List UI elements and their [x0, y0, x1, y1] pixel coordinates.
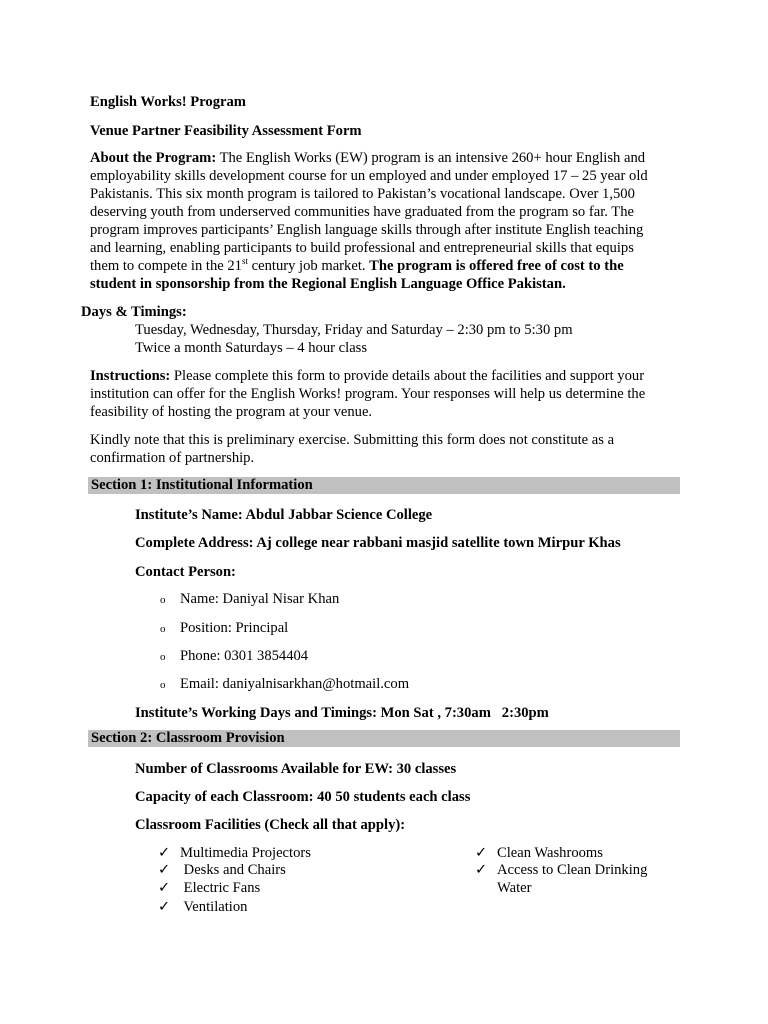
bullet-icon: o: [160, 623, 166, 635]
classrooms-field: Number of Classrooms Available for EW: 30 classes: [135, 761, 457, 777]
form-title: Venue Partner Feasibility Assessment Form: [90, 123, 362, 139]
contact-person-label: Contact Person:: [135, 564, 236, 580]
capacity-field: Capacity of each Classroom: 40 50 students each class: [135, 789, 471, 805]
facility-item: ✓ Clean Washrooms: [475, 845, 603, 861]
instructions-paragraph: Instructions: Please complete this form to provide details about the facilities and support your institution can offer for the English Works! program. Your responses will help us determine the feasibility of hosting the program at your venue.: [90, 368, 646, 420]
about-line-2: employability skills development course for un employed and under employed 17 – 25 year old: [90, 168, 648, 184]
timings-line-2: Twice a month Saturdays – 4 hour class: [135, 340, 368, 356]
note-paragraph: Kindly note that this is preliminary exercise. Submitting this form does not constitute as a confirmation of partnership.: [90, 432, 615, 466]
bullet-icon: o: [160, 679, 166, 691]
checkmark-icon: ✓: [158, 845, 171, 861]
facility-item: ✓ Ventilation: [158, 899, 248, 915]
about-line-7: them to compete in the 21st century job market. The program is offered free of cost to the: [90, 256, 624, 274]
institute-name-field: Institute’s Name: Abdul Jabbar Science College: [135, 507, 433, 523]
facility-item: ✓ Multimedia Projectors: [158, 845, 311, 861]
about-paragraph: [90, 149, 680, 293]
about-line-8: student in sponsorship from the Regional English Language Office Pakistan.: [90, 276, 566, 292]
timings-line-1: Tuesday, Wednesday, Thursday, Friday and Saturday – 2:30 pm to 5:30 pm: [135, 322, 573, 338]
about-line-4: deserving youth from underserved communities have graduated from the program so far. The: [90, 204, 634, 220]
bullet-icon: o: [160, 651, 166, 663]
checkmark-icon: ✓: [475, 862, 488, 878]
about-line-3: Pakistanis. This six month program is tailored to Pakistan’s vocational landscape. Over 1,500: [90, 186, 635, 202]
contact-name-item: o Name: Daniyal Nisar Khan: [160, 591, 340, 607]
contact-email-item: o Email: daniyalnisarkhan@hotmail.com: [160, 676, 410, 692]
about-label: About the Program:: [90, 150, 217, 166]
about-line-1: About the Program: The English Works (EW) program is an intensive 260+ hour English and: [90, 150, 646, 166]
checkmark-icon: ✓: [158, 899, 171, 915]
section-2-header: Section 2: Classroom Provision: [88, 730, 680, 747]
checkmark-icon: ✓: [158, 862, 171, 878]
working-hours-field: Institute’s Working Days and Timings: Mon Sat , 7:30am 2:30pm: [135, 705, 549, 721]
contact-phone-item: o Phone: 0301 3854404: [160, 648, 309, 664]
about-line-6: and learning, enabling participants to build professional and entrepreneurial skills that equips: [90, 240, 634, 256]
checkmark-icon: ✓: [475, 845, 488, 861]
bullet-icon: o: [160, 594, 166, 606]
facility-item: ✓ Electric Fans: [158, 880, 261, 896]
program-title: English Works! Program: [90, 94, 246, 110]
section-1-header: Section 1: Institutional Information: [88, 477, 680, 494]
facilities-label: Classroom Facilities (Check all that apply):: [135, 817, 406, 833]
checkmark-icon: ✓: [158, 880, 171, 896]
facility-item: ✓ Desks and Chairs: [158, 862, 286, 878]
contact-position-item: o Position: Principal: [160, 620, 289, 636]
facility-item-continued: Water: [497, 880, 532, 896]
address-field: Complete Address: Aj college near rabbani masjid satellite town Mirpur Khas: [135, 535, 621, 551]
instructions-label: Instructions:: [90, 368, 171, 384]
about-line-5: program improves participants’ English language skills through after institute English teaching: [90, 222, 644, 238]
timings-label: Days & Timings:: [81, 304, 187, 320]
facility-item: ✓ Access to Clean Drinking: [475, 862, 648, 878]
